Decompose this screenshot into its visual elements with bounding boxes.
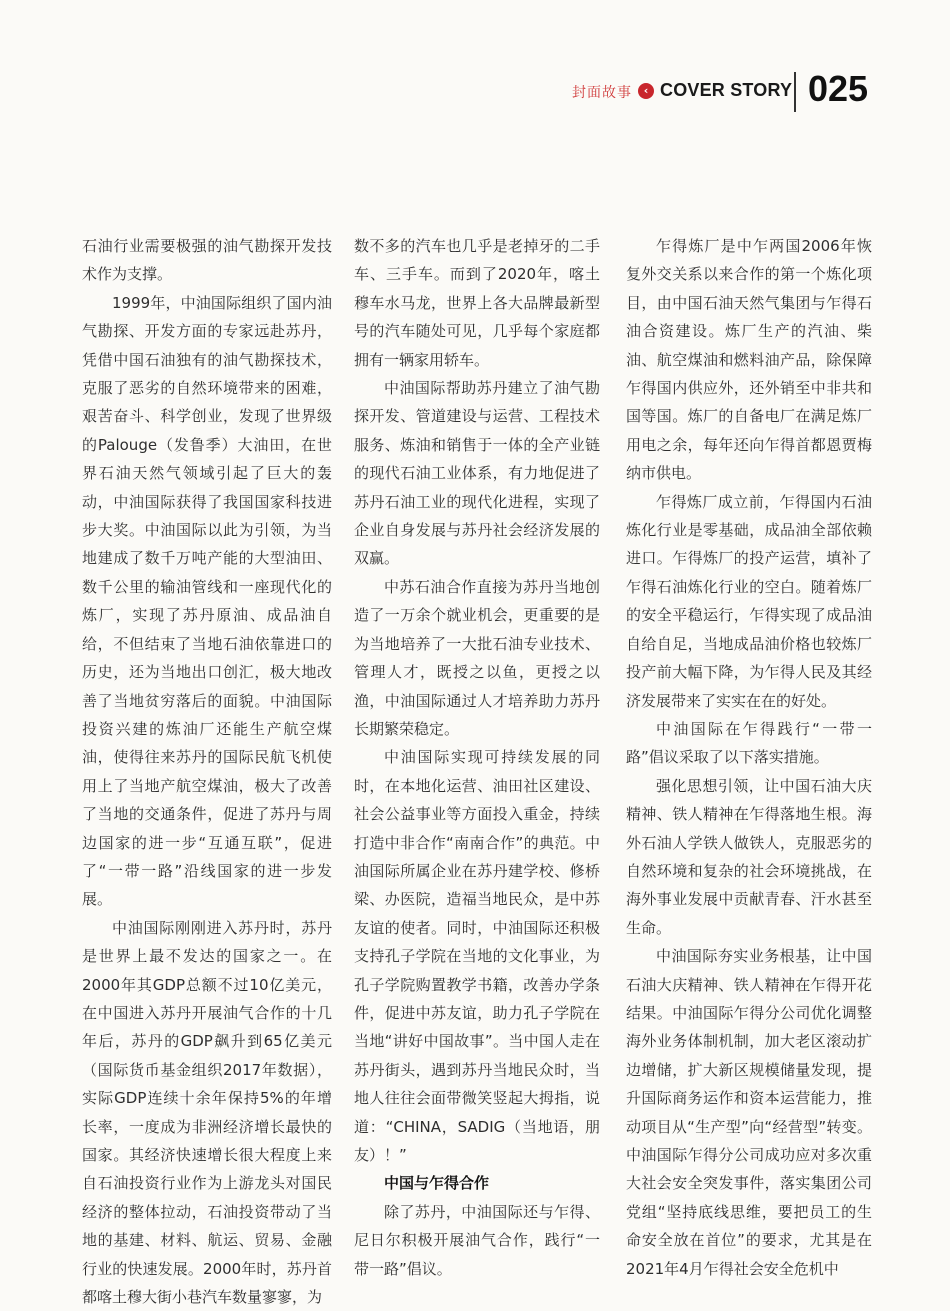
- header-divider: [794, 72, 796, 112]
- section-label-cn: 封面故事: [572, 85, 632, 101]
- paragraph: 数不多的汽车也几乎是老掉牙的二手车、三手车。而到了2020年，喀土穆车水马龙，世界上各大品牌最新型号的汽车随处可见，几乎每个家庭都拥有一辆家用轿车。: [354, 237, 600, 369]
- paragraph: 中油国际夯实业务根基，让中国石油大庆精神、铁人精神在乍得开花结果。中油国际乍得分公司优化调整海外业务体制机制，加大老区滚动扩边增储，扩大新区规模储量发现，提升国际商务运作和资本运营能力，推动项目从“生产型”向“经营型”转变。中油国际乍得分公司成功应对多次重大社会安全突发事件，落实集团公司党组“坚持底线思维，要把员工的生命安全放在首位”的要求，尤其是在2021年4月乍得社会安全危机中: [626, 947, 872, 1278]
- paragraph: 中油国际在乍得践行“一带一路”倡议采取了以下落实措施。: [626, 719, 872, 767]
- section-label-en: COVER STORY: [660, 80, 793, 100]
- paragraph: 乍得炼厂成立前，乍得国内石油炼化行业是零基础，成品油全部依赖进口。乍得炼厂的投产运营，填补了乍得石油炼化行业的空白。随着炼厂的安全平稳运行，乍得实现了成品油自给自足，当地成品油价格也较炼厂投产前大幅下降，为乍得人民及其经济发展带来了实实在在的好处。: [626, 492, 872, 710]
- paragraph: 中苏石油合作直接为苏丹当地创造了一万余个就业机会，更重要的是为当地培养了一大批石油专业技术、管理人才，既授之以鱼，更授之以渔，中油国际通过人才培养助力苏丹长期繁荣稳定。: [354, 577, 600, 738]
- paragraph: 中油国际帮助苏丹建立了油气勘探开发、管道建设与运营、工程技术服务、炼油和销售于一体的全产业链的现代石油工业体系，有力地促进了苏丹石油工业的现代化进程，实现了企业自身发展与苏丹社会经济发展的双赢。: [354, 379, 600, 568]
- paragraph: 除了苏丹，中油国际还与乍得、尼日尔积极开展油气合作，践行“一带一路”倡议。: [354, 1202, 600, 1278]
- page-number: 025: [808, 68, 869, 109]
- article-column-3: [626, 232, 872, 1278]
- paragraph: 石油行业需要极强的油气勘探开发技术作为支撑。: [82, 237, 332, 284]
- article-column-1: [82, 232, 332, 1307]
- chevron-left-icon: ‹: [638, 83, 654, 99]
- paragraph: 乍得炼厂是中乍两国2006年恢复外交关系以来合作的第一个炼化项目，由中国石油天然气集团与乍得石油合资建设。炼厂生产的汽油、柴油、航空煤油和燃料油产品，除保障乍得国内供应外，还外销至中非共和国等国。炼厂的自备电厂在满足炼厂用电之余，每年还向乍得首都恩贾梅纳市供电。: [626, 237, 872, 483]
- paragraph: 强化思想引领，让中国石油大庆精神、铁人精神在乍得落地生根。海外石油人学铁人做铁人，克服恶劣的自然环境和复杂的社会环境挑战，在海外事业发展中贡献青春、汗水甚至生命。: [626, 776, 872, 937]
- section-subheading: 中国与乍得合作: [384, 1174, 490, 1193]
- paragraph: 中油国际刚刚进入苏丹时，苏丹是世界上最不发达的国家之一。在2000年其GDP总额不过10亿美元，在中国进入苏丹开展油气合作的十几年后，苏丹的GDP飙升到65亿美元（国际货币基金组织2017年数据），实际GDP连续十余年保持5%的年增长率，一度成为非洲经济增长最快的国家。其经济快速增长很大程度上来自石油投资行业作为上游龙头对国民经济的整体拉动，石油投资带动了当地的基建、材料、航运、贸易、金融行业的快速发展。2000年时，苏丹首都喀土穆大街小巷汽车数量寥寥，为: [82, 918, 332, 1307]
- article-column-2: [354, 232, 600, 1278]
- paragraph: 1999年，中油国际组织了国内油气勘探、开发方面的专家远赴苏丹，凭借中国石油独有的油气勘探技术，克服了恶劣的自然环境带来的困难，艰苦奋斗、科学创业，发现了世界级的Palouge（发鲁季）大油田，在世界石油天然气领域引起了巨大的轰动，中油国际获得了我国国家科技进步大奖。中油国际以此为引领，为当地建成了数千万吨产能的大型油田、数千公里的输油管线和一座现代化的炼厂，实现了苏丹原油、成品油自给，不但结束了当地石油依靠进口的历史，还为当地出口创汇，极大地改善了当地贫穷落后的面貌。中油国际投资兴建的炼油厂还能生产航空煤油，使得往来苏丹的国际民航飞机使用上了当地产航空煤油，极大了改善了当地的交通条件，促进了苏丹与周边国家的进一步“互通互联”，促进了“一带一路”沿线国家的进一步发展。: [82, 293, 332, 909]
- paragraph: 中油国际实现可持续发展的同时，在本地化运营、油田社区建设、社会公益事业等方面投入重金，持续打造中非合作“南南合作”的典范。中油国际所属企业在苏丹建学校、修桥梁、办医院，造福当地民众，是中苏友谊的使者。同时，中油国际还积极支持孔子学院在当地的文化事业，为孔子学院购置教学书籍，改善办学条件，促进中苏友谊，助力孔子学院在当地“讲好中国故事”。当中国人走在苏丹街头，遇到苏丹当地民众时，当地人往往会面带微笑竖起大拇指，说道：“CHINA，SADIG（当地语，朋友）！”: [354, 748, 600, 1164]
- page-header: [560, 66, 880, 116]
